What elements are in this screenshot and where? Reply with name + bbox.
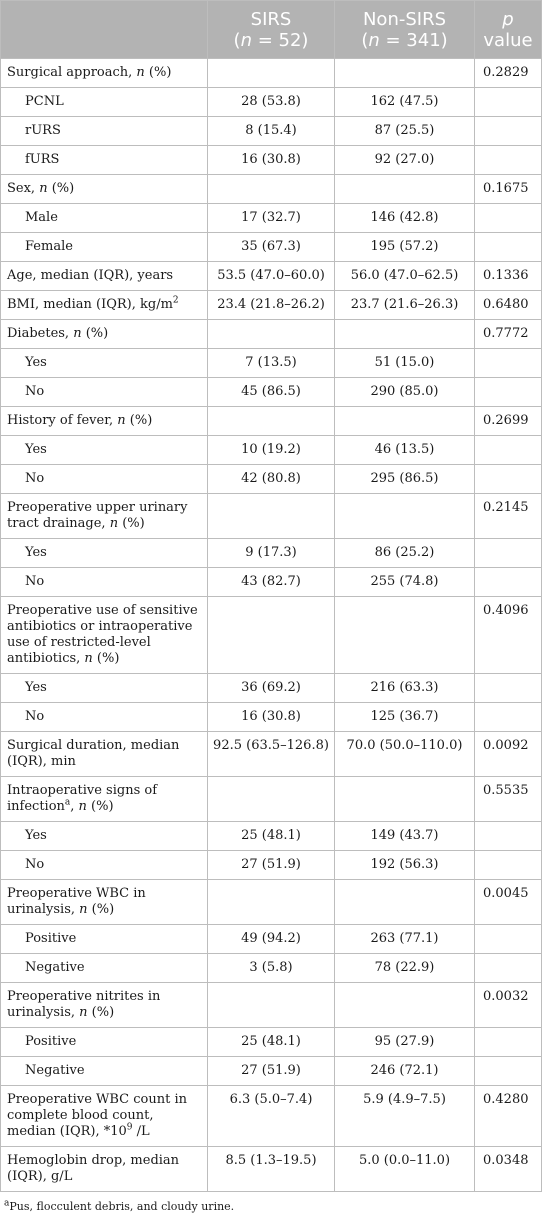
- table-row: [1, 983, 542, 1028]
- sirs-value: 17 (32.7): [208, 204, 335, 233]
- non-sirs-value: 125 (36.7): [335, 703, 475, 732]
- p-value: 0.0348: [475, 1147, 542, 1192]
- p-value: [475, 465, 542, 494]
- non-sirs-value: 95 (27.9): [335, 1028, 475, 1057]
- non-sirs-value: [335, 983, 475, 1028]
- footnote-text: Pus, flocculent debris, and cloudy urine.: [9, 1200, 235, 1213]
- table-row: [1, 146, 542, 175]
- header-sirs-count: = 52): [252, 29, 309, 51]
- row-label: [1, 320, 208, 349]
- non-sirs-value: [335, 494, 475, 539]
- header-value: value: [483, 29, 533, 51]
- row-label: [1, 494, 208, 539]
- table-row: [1, 378, 542, 407]
- non-sirs-value: [335, 880, 475, 925]
- table-row: [1, 597, 542, 674]
- row-label-superscript: 2: [172, 295, 179, 306]
- row-label: [1, 1028, 208, 1057]
- row-label-italic: n: [79, 902, 88, 917]
- header-p-value: [475, 1, 542, 59]
- sirs-value: 27 (51.9): [208, 851, 335, 880]
- non-sirs-value: 92 (27.0): [335, 146, 475, 175]
- p-value: [475, 378, 542, 407]
- table-row: [1, 436, 542, 465]
- sirs-value: 6.3 (5.0–7.4): [208, 1086, 335, 1147]
- sirs-value: 45 (86.5): [208, 378, 335, 407]
- non-sirs-value: 70.0 (50.0–110.0): [335, 732, 475, 777]
- p-value: [475, 703, 542, 732]
- p-value: [475, 349, 542, 378]
- non-sirs-value: 46 (13.5): [335, 436, 475, 465]
- row-label: [1, 732, 208, 777]
- row-label-italic: n: [79, 1005, 88, 1020]
- row-label: [1, 88, 208, 117]
- sirs-value: [208, 880, 335, 925]
- row-label: [1, 465, 208, 494]
- p-value: [475, 146, 542, 175]
- sirs-value: [208, 59, 335, 88]
- p-value: 0.1336: [475, 262, 542, 291]
- row-label: [1, 568, 208, 597]
- p-value: [475, 539, 542, 568]
- row-label-text: Yes: [25, 680, 47, 695]
- row-label: [1, 59, 208, 88]
- row-label: [1, 674, 208, 703]
- non-sirs-value: 162 (47.5): [335, 88, 475, 117]
- header-sirs-n: n: [240, 29, 252, 51]
- sirs-value: [208, 175, 335, 204]
- table-row: [1, 539, 542, 568]
- row-label-text-after: ,: [70, 799, 79, 814]
- p-value: [475, 233, 542, 262]
- row-label: [1, 822, 208, 851]
- row-label: [1, 983, 208, 1028]
- p-value: 0.0032: [475, 983, 542, 1028]
- sirs-value: 3 (5.8): [208, 954, 335, 983]
- p-value: 0.2829: [475, 59, 542, 88]
- non-sirs-value: 23.7 (21.6–26.3): [335, 291, 475, 320]
- row-label: [1, 954, 208, 983]
- sirs-value: 10 (19.2): [208, 436, 335, 465]
- row-label-text: Positive: [25, 931, 77, 946]
- row-label-text-after: (%): [87, 1005, 115, 1020]
- table-row: [1, 568, 542, 597]
- table-footnote: [0, 1192, 542, 1214]
- table-row: [1, 1086, 542, 1147]
- row-label-text: No: [25, 384, 45, 399]
- p-value: [475, 204, 542, 233]
- table-row: [1, 117, 542, 146]
- sirs-value: 8.5 (1.3–19.5): [208, 1147, 335, 1192]
- non-sirs-value: 216 (63.3): [335, 674, 475, 703]
- row-label-text: Surgical duration, median (IQR), min: [7, 738, 180, 769]
- row-label-text: No: [25, 471, 45, 486]
- row-label-italic: n: [84, 651, 93, 666]
- sirs-value: [208, 777, 335, 822]
- sirs-value: 9 (17.3): [208, 539, 335, 568]
- p-value: [475, 88, 542, 117]
- sirs-value: 16 (30.8): [208, 146, 335, 175]
- table-row: [1, 465, 542, 494]
- sirs-value: 35 (67.3): [208, 233, 335, 262]
- non-sirs-value: 255 (74.8): [335, 568, 475, 597]
- row-label-text: History of fever,: [7, 413, 118, 428]
- row-label-text: Sex,: [7, 181, 40, 196]
- table-row: [1, 1057, 542, 1086]
- table-row: [1, 851, 542, 880]
- non-sirs-value: 290 (85.0): [335, 378, 475, 407]
- row-label: [1, 1057, 208, 1086]
- row-label-text: Female: [25, 239, 73, 254]
- non-sirs-value: 295 (86.5): [335, 465, 475, 494]
- non-sirs-value: 246 (72.1): [335, 1057, 475, 1086]
- row-label: [1, 925, 208, 954]
- non-sirs-value: [335, 59, 475, 88]
- table-row: [1, 349, 542, 378]
- sirs-value: [208, 983, 335, 1028]
- row-label-text: rURS: [25, 123, 61, 138]
- row-label-italic: n: [117, 413, 126, 428]
- sirs-value: 25 (48.1): [208, 1028, 335, 1057]
- p-value: [475, 954, 542, 983]
- row-label: [1, 539, 208, 568]
- row-label: [1, 777, 208, 822]
- p-value: [475, 674, 542, 703]
- sirs-value: 42 (80.8): [208, 465, 335, 494]
- row-label: [1, 880, 208, 925]
- sirs-value: 25 (48.1): [208, 822, 335, 851]
- row-label: [1, 1086, 208, 1147]
- header-non-sirs-title: Non-SIRS: [362, 8, 447, 30]
- sirs-value: 28 (53.8): [208, 88, 335, 117]
- row-label-text: No: [25, 709, 45, 724]
- row-label-text-after: (%): [144, 65, 172, 80]
- row-label-text-after: (%): [125, 413, 153, 428]
- header-label-column: [1, 1, 208, 59]
- p-value: 0.5535: [475, 777, 542, 822]
- table-row: [1, 494, 542, 539]
- row-label-text-after: (%): [86, 799, 114, 814]
- table-row: [1, 407, 542, 436]
- non-sirs-value: 78 (22.9): [335, 954, 475, 983]
- non-sirs-value: [335, 597, 475, 674]
- table-row: [1, 175, 542, 204]
- non-sirs-value: 86 (25.2): [335, 539, 475, 568]
- row-label-italic: n: [73, 326, 82, 341]
- row-label: [1, 117, 208, 146]
- row-label-text: Intraoperative signs of infection: [7, 783, 158, 814]
- row-label-superscript: a: [64, 797, 71, 808]
- p-value: 0.2145: [475, 494, 542, 539]
- row-label-text: Preoperative upper urinary tract drainage,: [7, 500, 188, 531]
- table-row: [1, 88, 542, 117]
- row-label: [1, 1147, 208, 1192]
- row-label-text: Preoperative WBC in urinalysis,: [7, 886, 146, 917]
- p-value: [475, 1028, 542, 1057]
- row-label-text-after: (%): [87, 902, 115, 917]
- row-label: [1, 407, 208, 436]
- p-value: [475, 117, 542, 146]
- row-label-text: Preoperative use of sensitive antibiotics or intraoperative use of restricted-level antibiotics,: [7, 603, 198, 666]
- table-row: [1, 1028, 542, 1057]
- non-sirs-value: [335, 320, 475, 349]
- p-value: [475, 436, 542, 465]
- row-label: [1, 175, 208, 204]
- p-value: 0.4096: [475, 597, 542, 674]
- sirs-value: 27 (51.9): [208, 1057, 335, 1086]
- table-row: [1, 204, 542, 233]
- table-row: [1, 954, 542, 983]
- row-label-text: fURS: [25, 152, 60, 167]
- table-row: [1, 674, 542, 703]
- sirs-value: 16 (30.8): [208, 703, 335, 732]
- non-sirs-value: 195 (57.2): [335, 233, 475, 262]
- sirs-value: 53.5 (47.0–60.0): [208, 262, 335, 291]
- non-sirs-value: 5.0 (0.0–11.0): [335, 1147, 475, 1192]
- sirs-value: [208, 597, 335, 674]
- non-sirs-value: 87 (25.5): [335, 117, 475, 146]
- row-label-text: Age, median (IQR), years: [7, 268, 174, 283]
- p-value: [475, 568, 542, 597]
- non-sirs-value: 192 (56.3): [335, 851, 475, 880]
- row-label-text-after: (%): [81, 326, 109, 341]
- sirs-value: 8 (15.4): [208, 117, 335, 146]
- table-row: [1, 320, 542, 349]
- table-body: [1, 59, 542, 1192]
- non-sirs-value: 263 (77.1): [335, 925, 475, 954]
- row-label-italic: n: [78, 799, 87, 814]
- p-value: 0.1675: [475, 175, 542, 204]
- non-sirs-value: [335, 407, 475, 436]
- sirs-value: 23.4 (21.8–26.2): [208, 291, 335, 320]
- table-row: [1, 291, 542, 320]
- header-p: p: [502, 8, 514, 30]
- row-label-text-after: (%): [47, 181, 75, 196]
- row-label-text: Negative: [25, 1063, 85, 1078]
- table-row: [1, 1147, 542, 1192]
- row-label-text: Male: [25, 210, 58, 225]
- p-value: [475, 851, 542, 880]
- table-row: [1, 777, 542, 822]
- row-label-text: No: [25, 857, 45, 872]
- non-sirs-value: 56.0 (47.0–62.5): [335, 262, 475, 291]
- non-sirs-value: 51 (15.0): [335, 349, 475, 378]
- p-value: 0.4280: [475, 1086, 542, 1147]
- row-label: [1, 851, 208, 880]
- row-label-superscript: 9: [126, 1122, 133, 1133]
- table-row: [1, 925, 542, 954]
- row-label: [1, 233, 208, 262]
- p-value: 0.7772: [475, 320, 542, 349]
- row-label-text: Yes: [25, 828, 47, 843]
- row-label-text: Yes: [25, 355, 47, 370]
- row-label: [1, 378, 208, 407]
- row-label: [1, 262, 208, 291]
- non-sirs-value: [335, 175, 475, 204]
- row-label: [1, 204, 208, 233]
- table-header-row: [1, 1, 542, 59]
- row-label: [1, 597, 208, 674]
- row-label-italic: n: [109, 516, 119, 531]
- row-label-italic: n: [136, 65, 145, 80]
- non-sirs-value: 146 (42.8): [335, 204, 475, 233]
- table-row: [1, 822, 542, 851]
- row-label-text: Preoperative nitrites in urinalysis,: [7, 989, 161, 1020]
- row-label-text: No: [25, 574, 45, 589]
- table-row: [1, 880, 542, 925]
- table-row: [1, 262, 542, 291]
- row-label: [1, 291, 208, 320]
- table-row: [1, 703, 542, 732]
- sirs-value: 7 (13.5): [208, 349, 335, 378]
- table-row: [1, 732, 542, 777]
- row-label-text-after: /L: [132, 1124, 150, 1139]
- p-value: [475, 1057, 542, 1086]
- row-label: [1, 146, 208, 175]
- row-label-text: Preoperative WBC count in complete blood count, median (IQR), *10: [7, 1092, 187, 1139]
- table-row: [1, 59, 542, 88]
- header-sirs: SIRS (n = 52): [208, 1, 335, 59]
- row-label-text: PCNL: [25, 94, 64, 109]
- row-label: [1, 436, 208, 465]
- p-value: 0.6480: [475, 291, 542, 320]
- row-label-text: Yes: [25, 442, 47, 457]
- header-sirs-title: SIRS: [250, 8, 292, 30]
- footnote-mark: a: [4, 1198, 10, 1209]
- sirs-value: [208, 320, 335, 349]
- row-label-text: BMI, median (IQR), kg/m: [7, 297, 173, 312]
- row-label: [1, 349, 208, 378]
- row-label-text-after: (%): [92, 651, 120, 666]
- sirs-value: 43 (82.7): [208, 568, 335, 597]
- row-label-text: Negative: [25, 960, 85, 975]
- row-label-text: Hemoglobin drop, median (IQR), g/L: [7, 1153, 180, 1184]
- non-sirs-value: 149 (43.7): [335, 822, 475, 851]
- table-row: [1, 233, 542, 262]
- row-label-text-after: (%): [118, 516, 145, 531]
- p-value: 0.0045: [475, 880, 542, 925]
- row-label-text: Yes: [25, 545, 47, 560]
- non-sirs-value: [335, 777, 475, 822]
- non-sirs-value: 5.9 (4.9–7.5): [335, 1086, 475, 1147]
- p-value: 0.2699: [475, 407, 542, 436]
- header-non-sirs: Non-SIRS (n = 341): [335, 1, 475, 59]
- sirs-value: 49 (94.2): [208, 925, 335, 954]
- header-non-sirs-n: n: [368, 29, 380, 51]
- p-value: 0.0092: [475, 732, 542, 777]
- row-label-text: Positive: [25, 1034, 77, 1049]
- row-label-text: Surgical approach,: [7, 65, 137, 80]
- header-non-sirs-count: = 341): [379, 29, 448, 51]
- row-label: [1, 703, 208, 732]
- row-label-italic: n: [39, 181, 48, 196]
- p-value: [475, 925, 542, 954]
- sirs-value: 92.5 (63.5–126.8): [208, 732, 335, 777]
- p-value: [475, 822, 542, 851]
- row-label-text: Diabetes,: [7, 326, 74, 341]
- sirs-value: [208, 407, 335, 436]
- sirs-value: [208, 494, 335, 539]
- sirs-value: 36 (69.2): [208, 674, 335, 703]
